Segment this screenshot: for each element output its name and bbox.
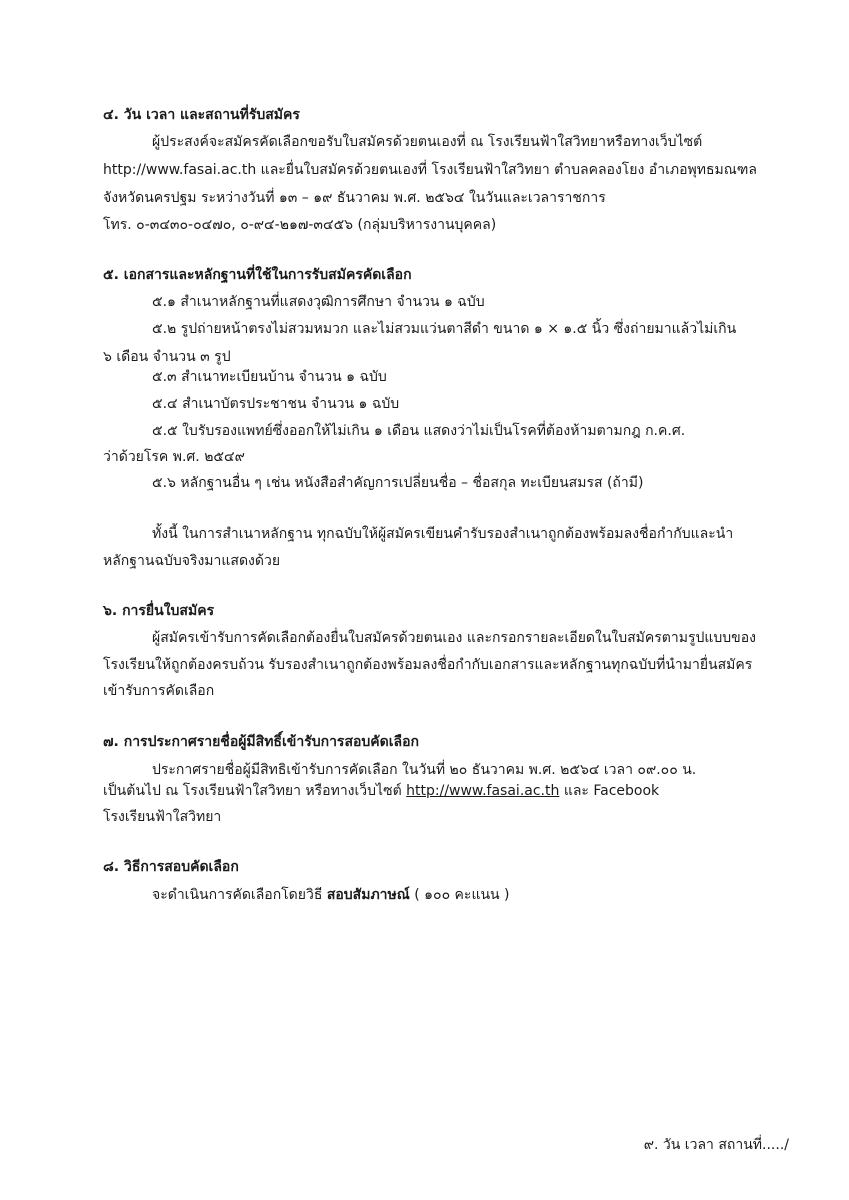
- section-6-title: ๖. การยื่นใบสมัคร: [103, 603, 215, 619]
- section-5-note-line-1: ทั้งนี้ ในการสำเนาหลักฐาน ทุกฉบับให้ผู้สมัครเขียนคำรับรองสำเนาถูกต้องพร้อมลงชื่อกำกับและนำ: [152, 526, 734, 542]
- page-footer-continuation: ๙. วัน เวลา สถานที่...../: [643, 1137, 789, 1153]
- section-4-line-4: โทร. ๐-๓๔๓๐-๐๔๗๐, ๐-๙๔-๒๑๗-๓๔๕๖ (กลุ่มบริหารงานบุคคล): [103, 217, 497, 233]
- section-6-line-3: เข้ารับการคัดเลือก: [103, 683, 215, 699]
- section-7-line-2: [103, 780, 758, 802]
- section-7-line-2-text: เป็นต้นไป ณ โรงเรียนฟ้าใสวิทยา หรือทางเว็บไซต์: [103, 783, 402, 799]
- section-4-title: ๔. วัน เวลา และสถานที่รับสมัคร: [103, 107, 300, 123]
- section-6-line-2: โรงเรียนให้ถูกต้องครบถ้วน รับรองสำเนาถูกต้องพร้อมลงชื่อกำกับเอกสารและหลักฐานทุกฉบับที่นำมายื่นสมัคร: [103, 657, 753, 673]
- website-link[interactable]: http://www.fasai.ac.th: [406, 783, 560, 799]
- section-7-title: ๗. การประกาศรายชื่อผู้มีสิทธิ์เข้ารับการสอบคัดเลือก: [103, 734, 419, 750]
- section-4-line-3: จังหวัดนครปฐม ระหว่างวันที่ ๑๓ – ๑๙ ธันวาคม พ.ศ. ๒๕๖๔ ในวันและเวลาราชการ: [103, 190, 606, 206]
- section-5-item-1: ๕.๑ สำเนาหลักฐานที่แสดงวุฒิการศึกษา จำนวน ๑ ฉบับ: [152, 294, 485, 310]
- section-5-item-3: ๕.๓ สำเนาทะเบียนบ้าน จำนวน ๑ ฉบับ: [152, 369, 387, 385]
- section-5-item-2-cont: ๖ เดือน จำนวน ๓ รูป: [103, 349, 231, 365]
- interview-method: สอบสัมภาษณ์: [326, 887, 410, 903]
- section-8-line-1: [152, 884, 510, 906]
- section-4-line-2: http://www.fasai.ac.th และยื่นใบสมัครด้วยตนเองที่ โรงเรียนฟ้าใสวิทยา ตำบลคลองโยง อำเภอพุทธมณฑล: [103, 162, 757, 178]
- section-5-item-4: ๕.๔ สำเนาบัตรประชาชน จำนวน ๑ ฉบับ: [152, 396, 400, 412]
- section-7-line-1: ประกาศรายชื่อผู้มีสิทธิเข้ารับการคัดเลือก ในวันที่ ๒๐ ธันวาคม พ.ศ. ๒๕๖๔ เวลา ๐๙.๐๐ น.: [152, 762, 697, 778]
- section-6-line-1: ผู้สมัครเข้ารับการคัดเลือกต้องยื่นใบสมัครด้วยตนเอง และกรอกรายละเอียดในใบสมัครตามรูปแบบของ: [152, 630, 756, 646]
- section-5-item-6: ๕.๖ หลักฐานอื่น ๆ เช่น หนังสือสำคัญการเปลี่ยนชื่อ – ชื่อสกุล ทะเบียนสมรส (ถ้ามี): [152, 475, 644, 491]
- section-5-item-2: ๕.๒ รูปถ่ายหน้าตรงไม่สวมหมวก และไม่สวมแว่นตาสีดำ ขนาด ๑ × ๑.๕ นิ้ว ซึ่งถ่ายมาแล้วไม่เกิน: [152, 321, 737, 337]
- section-5-item-5-cont: ว่าด้วยโรค พ.ศ. ๒๕๔๙: [103, 449, 245, 465]
- section-4-line-1: ผู้ประสงค์จะสมัครคัดเลือกขอรับใบสมัครด้วยตนเองที่ ณ โรงเรียนฟ้าใสวิทยาหรือทางเว็บไซต์: [152, 134, 703, 150]
- section-8-score: ( ๑๐๐ คะแนน ): [414, 887, 510, 903]
- section-5-title: ๕. เอกสารและหลักฐานที่ใช้ในการรับสมัครคัดเลือก: [103, 267, 412, 283]
- section-5-item-5: ๕.๕ ใบรับรองแพทย์ซึ่งออกให้ไม่เกิน ๑ เดือน แสดงว่าไม่เป็นโรคที่ต้องห้ามตามกฎ ก.ค.ศ.: [152, 423, 686, 439]
- section-5-note-line-2: หลักฐานฉบับจริงมาแสดงด้วย: [103, 553, 281, 569]
- section-7-line-3: โรงเรียนฟ้าใสวิทยา: [103, 809, 222, 825]
- section-8-title: ๘. วิธีการสอบคัดเลือก: [103, 859, 239, 875]
- section-7-line-2-facebook: และ Facebook: [563, 783, 660, 799]
- section-8-text: จะดำเนินการคัดเลือกโดยวิธี: [152, 887, 327, 903]
